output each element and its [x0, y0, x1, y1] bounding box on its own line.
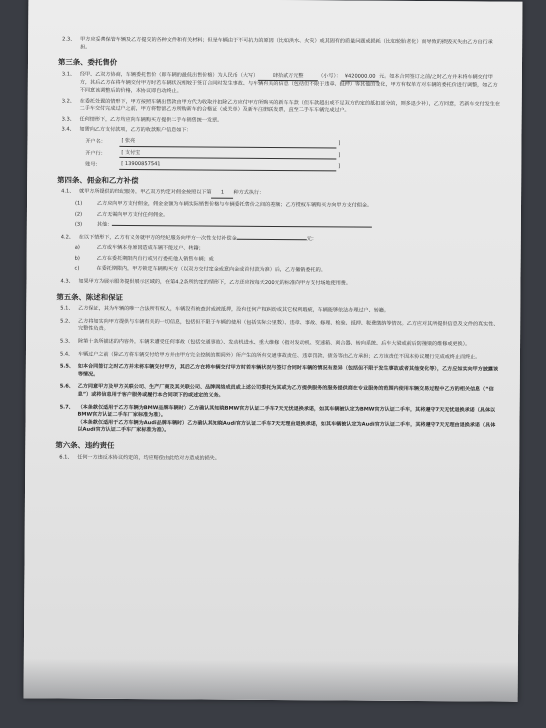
- clause-5-5: 5.5、 如本合同签订之时乙方并未将车辆交付甲方，其后乙方在将车辆交付甲方时若车辆状况与签订合同时车辆的情况有差异（包括但不限于发生事故或者其他变化等），乙方应如实向甲方披露该等情况。: [59, 363, 499, 378]
- section-5-title: 第五条、陈述和保证: [56, 292, 123, 302]
- account-name-field: 开户名： [ 张亮 ]: [85, 137, 341, 147]
- clause-5-2: 5.2、 乙方将如实向甲方提供与车辆有关的一切信息，包括但不限于车辆的使用（包括实际公里数）、违章、事故、修理、检验、抵押、税费缴纳等情况。乙方应对其所提供信息及文件的真实性、完整性负责。: [60, 318, 499, 333]
- clause-3-3: 3.3、 任何情形下，乙方均应向车辆购买方提供二手车销售统一发票。: [61, 116, 223, 124]
- section-3-title: 第三条、委托售价: [57, 57, 118, 68]
- clause-5-4: 5.4、 车辆过户之前（除乙方将车辆交付给甲方并由甲方完全控制的期间外）所产生的所有交通事故责任、违章罚款、债务等由乙方承担；乙方该责任不因本协议履行完成或终止而终止。: [59, 351, 481, 361]
- contract-body: [55, 36, 502, 465]
- commission-choice: 1: [212, 190, 234, 199]
- commission-option-3: (3) 其他：: [61, 222, 501, 233]
- commission-option-2: (2) 乙方无需向甲方支付任何佣金。: [74, 211, 169, 218]
- clause-3-4: 3.4、 如需向乙方支付款项，乙方的收款账户信息如下：: [61, 126, 192, 134]
- clause-5-7: 5.7、 （本条款仅适用于乙方车辆为BMW品牌车辆时）乙方确认其知晓BMW官方认证二手车7天无忧退换承诺，如其车辆被认定为BMW官方认证二手车，其将遵守7天无忧退换承诺（具体以BMW官方认证二手车厂家标准为准）。 （本条款仅适用于乙方车辆为Audi品牌车辆时）乙方确认其知晓Audi官方认证二手车7天无理由退换承诺，如其车辆被认定为Audi官方认证二手车，其将遵守7天无理由退换承诺（具体以Audi官方认证二手车厂家标准为准）。: [59, 404, 496, 434]
- amount-number: ¥420000.00: [341, 73, 379, 82]
- clause-5-6: 5.6、 乙方同意甲方及甲方关联公司、生产厂商及其关联公司、品牌网络成员或上述公司委托为其或为乙方提供服务的服务提供商在专业服务的范围内使用车辆交易过程中乙方的相关信息（“信息”）或将信息用于客户服务或履行本合同项下的或述定的义务。: [59, 383, 494, 399]
- compensation-case-a: a) 乙方或车辆本身原因造成车辆不能过户、转籍；: [74, 244, 204, 252]
- amount-words: 肆拾贰万元整: [258, 73, 318, 82]
- clause-5-1: 5.1、 乙方保证，其为车辆的唯一合法所有权人，车辆没有被查封或被抵押，没有任何产权纠纷或其它权利瑕疵，车辆能够依法办理过户、转籍。: [60, 305, 390, 315]
- contract-page: [24, 0, 523, 702]
- clause-5-3: 5.3、 除第十条所描述的内容外，车辆未遭受任何事故（包括交通事故）、发动机进水、重大维修（指对发动机、变速箱、离合器、转向系统、后车大梁或前后防撞梁的维修或更换）。: [60, 338, 471, 348]
- account-bank-field: 开户行： [ 支付宝 ]: [85, 149, 341, 158]
- clause-3-2: 3.2、 在委托处置的情形下，甲方按照车辆出售款由甲方代为收取并扣除乙方应付甲方所购买的新车车款（但车款超出或不足双方约定的抵扣部分的，则多退少补），乙方同意，若新车交付发生在二手车交付完成过户之前，甲方将暂留乙方所购新车的合格证（或关单）及新车注册联发票，直至二手车车辆完成过户。: [61, 98, 500, 114]
- clause-6-1: 6.1、 任何一方违反本协议约定的，均应赔偿由此给对方造成的损失。: [59, 454, 220, 462]
- compensation-amount: [237, 238, 307, 239]
- account-number-field: 账号： [ 13900857541 ]: [85, 161, 341, 170]
- clause-4-1: 4.1、 就甲方所提供的经纪服务，甲乙双方约定对佣金按照以下第 1 种方式执行：: [61, 189, 501, 201]
- clause-2-3: 2.3、 甲方应妥善保管车辆及乙方提交的各种文件和有关材料；但是车辆由于不可抗力的原因（比如洪水、火灾）或其固有的质量问题或损耗（比如轮胎老化）而导致的损毁灭失由乙方自行承担。: [62, 36, 493, 51]
- clause-3-1: 3.1、 经甲、乙双方协商，车辆委托售价（即车辆的最低出售价格）为人民币（大写） 肆拾贰万元整 （小写）： ¥420000.00 元。如本合同签订之前/之时乙方并未将车辆交付甲方，其后乙方在将车辆交付甲方时若车辆状况相较于签订合同时发生事故、与车辆有关的信息（包括但不限于违章、抵押）等其他的变化，甲方有权单方对车辆的委托价进行调整，如乙方不同意该调整后的价格，本协议即自动终止。: [61, 71, 498, 95]
- section-4-title: 第四条、佣金和乙方补偿: [57, 175, 139, 185]
- section-6-title: 第六条、违约责任: [55, 440, 115, 450]
- page-bottom-shadow: [24, 658, 518, 701]
- clause-4-3: 4.3、 如果甲方为展示服务提供展示区域的，在第4.2条所约定的情形下，乙方还应按每天200元的标准向甲方支付场地使用费。: [60, 278, 352, 287]
- compensation-case-c: c) 在委托期限内，甲方锁定车辆购买方（以双方交付定金或意向金或首付款为准）后，乙方撤销委托的。: [74, 266, 326, 274]
- clause-4-2: 4.2、 在以下情形下，乙方有义务就甲方的经纪服务向甲方一次性支付补偿金 元：: [60, 234, 317, 242]
- compensation-case-b: b) 乙方在委托期限内自行或另行委托他人销售车辆；或: [74, 255, 214, 263]
- commission-option-1: (1) 乙方应向甲方支付佣金，佣金金额为车辆实际销售价格与车辆委托售价之间的差额；乙方授权车辆购买方向甲方支付佣金。: [74, 200, 373, 209]
